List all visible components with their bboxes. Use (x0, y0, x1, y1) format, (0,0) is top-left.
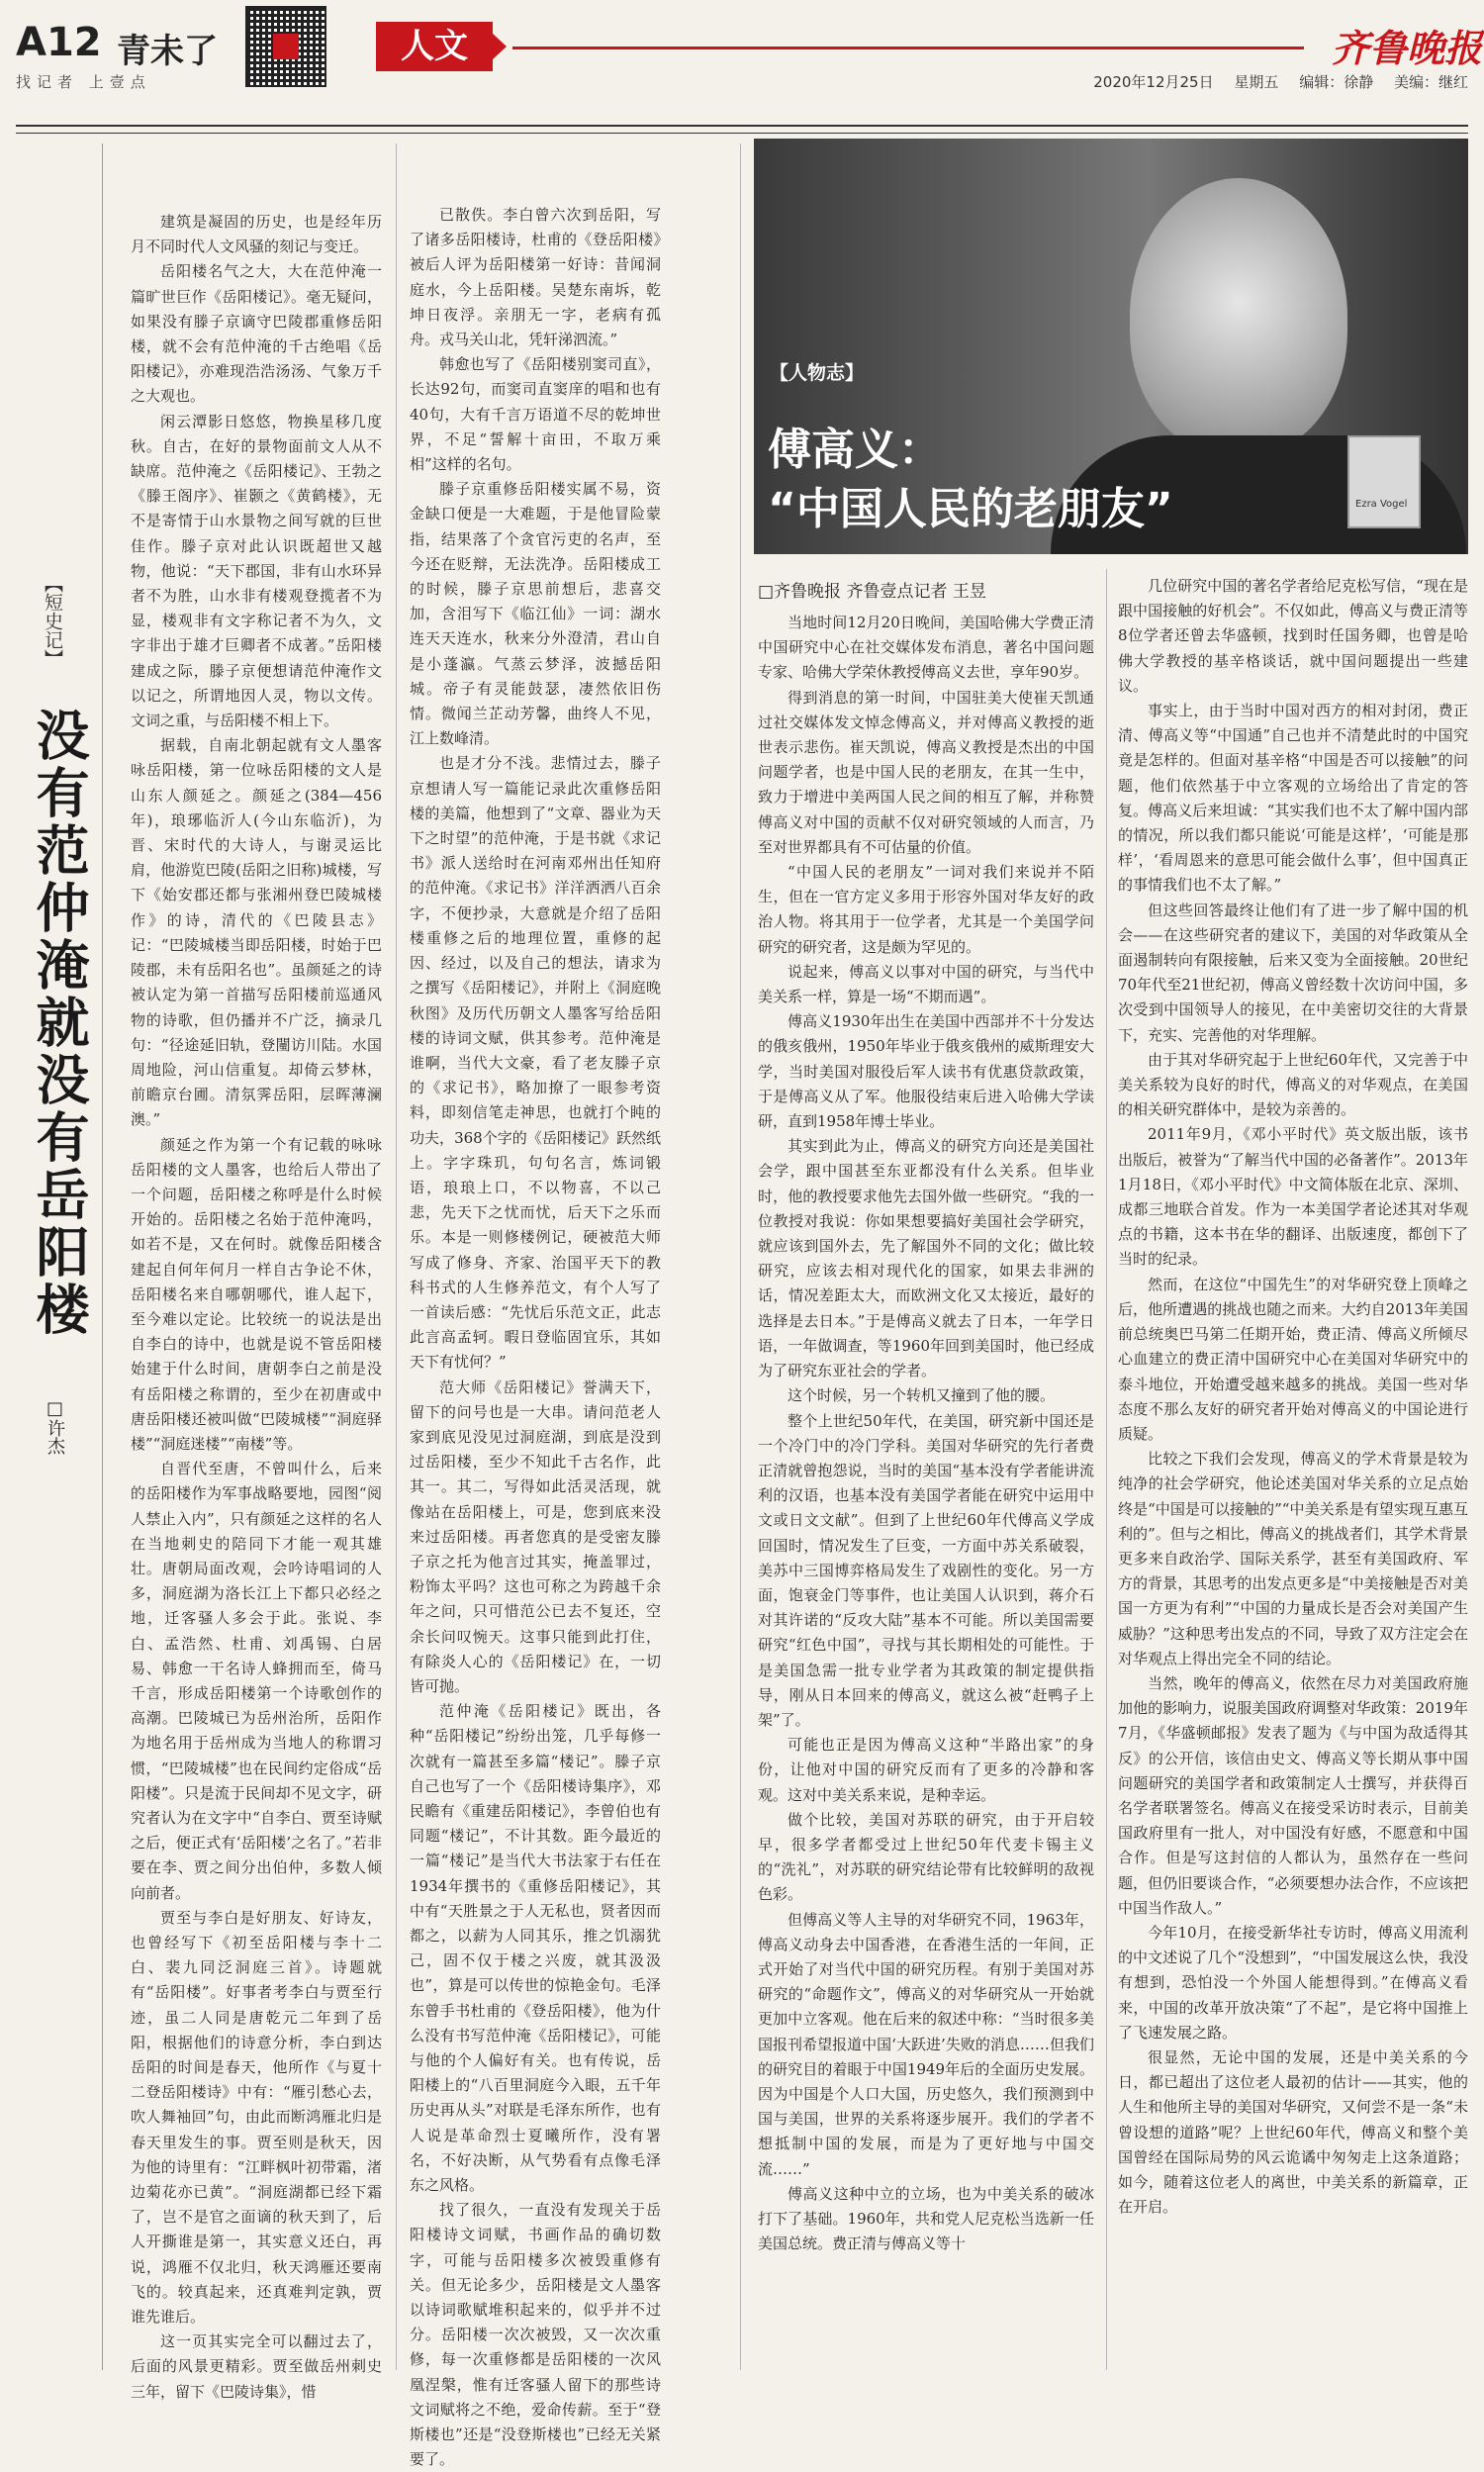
issue-date: 2020年12月25日 (1093, 73, 1214, 91)
headline-line2: “中国人民的老朋友” (768, 484, 1173, 534)
paragraph: 但傅高义等人主导的对华研究不同，1963年，傅高义动身去中国香港，在香港生活的一年间，正式开始了对当代中国的研究历程。有别于美国对苏研究的“命题作文”，傅高义的对华研究从一开始就更加中立客观。他在后来的叙述中称：“当时很多美国报刊希望报道中国‘大跃进’失败的消息……但我们的研究目的着眼于中国1949年后的全面历史发展。因为中国是个人口大国，历史悠久，我们预测到中国与美国，世界的关系将逐步展开。我们的学者不想抵制中国的发展，而是为了更好地与中国交流……” (758, 1910, 1094, 2178)
placard-text: Ezra Vogel (1355, 499, 1408, 510)
paragraph: 颜延之作为第一个有记载的咏咏岳阳楼的文人墨客，也给后人带出了一个问题，岳阳楼之称呼是什么时候开始的。岳阳楼之名始于范仲淹吗，如若不是，又在何时。就像岳阳楼含建起自何年何月一样自古争论不休，岳阳楼名来自哪朝哪代，谁人起下，至今难以定论。比较统一的说法是出自李白的诗中，也就是说不管岳阳楼始建于什么时间，唐朝李白之前是没有岳阳楼之称谓的，至少在初唐或中唐岳阳楼还被叫做“巴陵城楼”“洞庭驿楼”“洞庭迷楼”“南楼”等。 (131, 1135, 382, 1453)
portrait-photo (754, 139, 1468, 554)
left-article-col1 (131, 210, 382, 2405)
editor-credit: 编辑：徐静 (1299, 73, 1374, 91)
paragraph: 傅高义1930年出生在美国中西部并不十分发达的俄亥俄州，1950年毕业于俄亥俄州的威斯理安大学，当时美国对服役后军人读书有优惠贷款政策，于是傅高义从了军。他服役结束后进入哈佛大学读研，直到1958年博士毕业。 (758, 1012, 1094, 1131)
portrait-face (1130, 178, 1347, 455)
paragraph: “中国人民的老朋友”一词对我们来说并不陌生，但在一官方定义多用于形容外国对华友好的政治人物。将其用于一位学者，尤其是一个美国学问研究的研究者，这是颇为罕见的。 (758, 863, 1094, 956)
column-tag: 【短史记】 (42, 574, 63, 668)
paragraph: 自晋代至唐，不曾叫什么，后来的岳阳楼作为军事战略要地，园图“阅人禁止入内”，只有颜延之这样的名人在当地刺史的陪同下才能一观其雄壮。唐朝局面改观，会吟诗唱词的人多，洞庭湖为洛长江上下都只必经之地，迁客骚人多会于此。张说、李白、孟浩然、杜甫、刘禹锡、白居易、韩愈一干名诗人蜂拥而至，倚马千言，形成岳阳楼第一个诗歌创作的高潮。巴陵城已为岳州治所，岳阳作为地名用于岳州成为当地人的称谓习惯，“巴陵城楼”也在民间约定俗成“岳阳楼”。只是流于民间却不见文字，研究者认为在文字中“自李白、贾至诗赋之后，便正式有‘岳阳楼’之名了。”若非要在李、贾之间分出伯仲，多数人倾向前者。 (131, 1460, 382, 1902)
paragraph: 闲云潭影日悠悠，物换星移几度秋。自古，在好的景物面前文人从不缺席。范仲淹之《岳阳楼记》、王勃之《滕王阁序》、崔颢之《黄鹤楼》，无不是寄情于山水景物之间写就的巨世佳作。滕子京对此认识既超世又越物，他说：“天下郡国，非有山水环异者不为胜，山水非有楼观登揽者不为显，楼观非有文字称记者不为久，文字非出于雄才巨卿者不成著。”岳阳楼建成之际，滕子京便想请范仲淹作文以记之，所谓地因人灵，物以文传。文词之重，与岳阳楼不相上下。 (131, 412, 382, 730)
right-article-col4 (1118, 574, 1468, 2220)
paragraph: 找了很久，一直没有发现关于岳阳楼诗文词赋，书画作品的确切数字，可能与岳阳楼多次被毁重修有关。但无论多少，岳阳楼是文人墨客以诗词歌赋堆积起来的，似乎并不过分。岳阳楼一次次被毁，又一次次重修，每一次重修都是岳阳楼的一次风凰涅槃，惟有迁客骚人留下的那些诗文词赋将之不绝，爱命传薪。至于“登斯楼也”还是“没登斯楼也”已经无关紧要了。 (410, 2201, 661, 2469)
paragraph: 做个比较，美国对苏联的研究，由于开启较早，很多学者都受过上世纪50年代麦卡锡主义的“洗礼”，对苏联的研究结论带有比较鲜明的敌视色彩。 (758, 1810, 1094, 1904)
photo-tag: 【人物志】 (770, 362, 865, 384)
paragraph: 范仲淹《岳阳楼记》既出，各种“岳阳楼记”纷纷出笼，几乎每修一次就有一篇甚至多篇“楼记”。滕子京自己也写了一个《岳阳楼诗集序》，邓民瞻有《重建岳阳楼记》，李曾伯也有同题“楼记”，不计其数。距今最近的一篇“楼记”是当代大书法家于右任在1934年撰书的《重修岳阳楼记》，其中有“天胜景之于人无私也，贤者因而都之，以薪为人同其乐，推之饥溺犹己，固不仅于楼之兴废，就其汲汲也”，算是可以传世的惊艳金句。毛泽东曾手书杜甫的《登岳阳楼》，他为什么没有书写范仲淹《岳阳楼记》，可能与他的个人偏好有关。也有传说，岳阳楼上的“八百里洞庭今入眼，五千年历史再从头”对联是毛泽东所作，也有人说是革命烈士夏曦所作，没有署名，不好决断，从气势看有点像毛泽东之风格。 (410, 1702, 661, 2195)
section-name: 青未了 (117, 32, 218, 71)
column-divider (1106, 569, 1107, 2370)
paragraph: 但这些回答最终让他们有了进一步了解中国的机会——在这些研究者的建议下，美国的对华政策从全面遏制转向有限接触，后来又变为全面接触。20世纪70年代至21世纪初，傅高义曾经数十次访问中国，多次受到中国领导人的接见，在中美密切交往的大背景下，充实、完善他的对华理解。 (1118, 901, 1468, 1044)
right-article-col3 (758, 611, 1094, 2256)
paragraph: 然而，在这位“中国先生”的对华研究登上顶峰之后，他所遭遇的挑战也随之而来。大约自2013年美国前总统奥巴马第二任期开始，费正清、傅高义所倾尽心血建立的费正清中国研究中心在美国对华研究中的泰斗地位，开始遭受越来越多的挑战。美国一些对华态度不那么友好的研究者开始对傅高义的中国论进行质疑。 (1118, 1275, 1468, 1443)
headline-line1: 傅高义： (768, 425, 942, 475)
left-article-col2 (410, 203, 661, 2472)
paragraph: 岳阳楼名气之大，大在范仲淹一篇旷世巨作《岳阳楼记》。毫无疑问，如果没有滕子京谪守巴陵郡重修岳阳楼，就不会有范仲淹的千古绝唱《岳阳楼记》，亦难现浩浩汤汤、气象万千之大观也。 (131, 262, 382, 406)
paragraph: 这一页其实完全可以翻过去了，后面的风景更精彩。贾至做岳州刺史三年，留下《巴陵诗集》，惜 (131, 2332, 382, 2401)
column-divider (740, 143, 741, 2370)
paragraph: 范大师《岳阳楼记》誉满天下，留下的问号也是一大串。请问范老人家到底见没见过洞庭湖，到底是没到过岳阳楼，至少不知此千古名作，此其一。其二，写得如此活灵活现，就像站在岳阳楼上，可是，您到底来没来过岳阳楼。再者您真的是受密友滕子京之托为他言过其实，掩盖罪过，粉饰太平吗？这也可称之为跨越千余年之问，只可惜范公已去不复还，空余长问叹惋天。这事只能到此打住，有除炎人心的《岳阳楼记》在，一切皆可抛。 (410, 1378, 661, 1695)
paragraph: 其实到此为止，傅高义的研究方向还是美国社会学，跟中国甚至东亚都没有什么关系。但毕业时，他的教授要求他先去国外做一些研究。“我的一位教授对我说：你如果想要搞好美国社会学研究，就应该到国外去，先了解国外不同的文化；做比较研究，应该去相对现代化的国家，如果去非洲的话，情况差距太大，而欧洲文化又太接近，最好的选择是去日本。”于是傅高义就去了日本，一年学日语，一年做调查，等1960年回到美国时，他已经成为了研究东亚社会的学者。 (758, 1137, 1094, 1380)
article-byline: □齐鲁晚报 齐鲁壹点记者 王昱 (758, 582, 986, 602)
paragraph: 事实上，由于当时中国对西方的相对封闭，费正清、傅高义等“中国通”自己也并不清楚此时的中国究竟是怎样的。但面对基辛格“中国是否可以接触”的问题，他们依然基于中立客观的立场给出了肯定的答复。傅高义后来坦诚：“其实我们也不太了解中国内部的情况，所以我们都只能说‘可能是这样’，‘可能是那样’，‘看周恩来的意思可能会做什么事’，但中国真正的事情我们也不太了解。” (1118, 702, 1468, 895)
paragraph: 建筑是凝固的历史，也是经年历月不同时代人文风骚的刻记与变迁。 (131, 213, 382, 256)
issue-meta (1077, 71, 1468, 92)
paragraph: 由于其对华研究起于上世纪60年代，又完善于中美关系较为良好的时代，傅高义的对华观点，在美国的相关研究群体中，是较为亲善的。 (1118, 1050, 1468, 1119)
article-author: □许杰 (45, 1398, 65, 1455)
paragraph: 可能也正是因为傅高义这种“半路出家”的身份，让他对中国的研究反而有了更多的冷静和客观。这对中美关系来说，是种幸运。 (758, 1736, 1094, 1804)
paragraph: 据载，自南北朝起就有文人墨客咏岳阳楼，第一位咏岳阳楼的文人是山东人颜延之。颜延之(384—456年)，琅琊临沂人(今山东临沂)，为晋、宋时代的大诗人，与谢灵运比肩，他游览巴陵(岳阳之旧称)城楼，写下《始安郡还都与张湘州登巴陵城楼作》的诗，清代的《巴陵县志》记：“巴陵城楼当即岳阳楼，时始于巴陵郡，未有岳阳名也”。虽颜延之的诗被认定为第一首描写岳阳楼前巡通风物的诗歌，但仍播并不广泛，摘录几句：“径途延旧轨，登闉访川陆。水国周地险，河山信重复。却倚云梦林，前瞻京台圃。清氛霁岳阳，层晖薄澜澳。” (131, 736, 382, 1129)
paragraph: 也是才分不浅。悲情过去，滕子京想请人写一篇能记录此次重修岳阳楼的美篇，他想到了“文章、器业为天下之时望”的范仲淹，于是书就《求记书》派人送给时在河南邓州出任知府的范仲淹。《求记书》洋洋洒洒八百余字，不便抄录，大意就是介绍了岳阳楼重修之后的地理位置，重修的起因、经过，以及自己的想法，请求为之撰写《岳阳楼记》，并附上《洞庭晚秋图》及历代历朝文人墨客写给岳阳楼的诗词文赋，供其参考。范仲淹是谁啊，当代大文豪，看了老友滕子京的《求记书》，略加撩了一眼参考资料，即刻信笔走神思，也就打个盹的功夫，368个字的《岳阳楼记》跃然纸上。字字珠玑，句句名言，炼词锻语，琅琅上口，不以物喜，不以己悲，先天下之忧而忧，后天下之乐而乐。本是一则修楼例记，硬被范大师写成了修身、齐家、治国平天下的教科书式的人生修养范文，有个人写了一首读后感：“先忧后乐范文正，此志此言高孟轲。暇日登临固宜乐，其如天下有忧何？” (410, 754, 661, 1372)
paragraph: 当然，晚年的傅高义，依然在尽力对美国政府施加他的影响力，说服美国政府调整对华政策：2019年7月，《华盛顿邮报》发表了题为《与中国为敌适得其反》的公开信，该信由史文、傅高义等长期从事中国问题研究的美国学者和政策制定人士撰写，并获得百名学者联署签名。傅高义在接受采访时表示，目前美国政府里有一批人，对中国没有好感，不愿意和中国合作。但是写这封信的人都认为，虽然存在一些问题，但仍旧要谈合作，“必须要想办法合作，不应该把中国当作敌人。” (1118, 1673, 1468, 1917)
newspaper-logo: 齐鲁晚报 (1332, 26, 1483, 70)
article-title: 没有范仲淹就没有岳阳楼 (28, 708, 91, 1339)
designer-credit: 美编：继红 (1393, 73, 1468, 91)
top-rule (16, 125, 1468, 134)
issue-weekday: 星期五 (1234, 73, 1279, 91)
header-divider (512, 47, 1304, 49)
left-article-title-block (22, 574, 101, 1455)
qr-code-icon[interactable] (245, 6, 326, 87)
header-subline: 找记者 上壹点 (16, 73, 151, 91)
paragraph: 已散佚。李白曾六次到岳阳，写了诸多岳阳楼诗，杜甫的《登岳阳楼》被后人评为岳阳楼第一好诗：昔闻洞庭水，今上岳阳楼。吴楚东南坼，乾坤日夜浮。亲朋无一字，老病有孤舟。戎马关山北，凭轩涕泗流。” (410, 206, 661, 349)
paragraph: 这个时候，另一个转机又撞到了他的腰。 (788, 1386, 1056, 1405)
column-divider (396, 143, 397, 2370)
paragraph: 2011年9月，《邓小平时代》英文版出版，该书出版后，被誉为“了解当代中国的必备著作”。2013年1月18日，《邓小平时代》中文简体版在北京、深圳、成都三地联合首发。作为一本美国学者论述其对华观点的书籍，这本书在华的翻译、出版速度，都创下了当时的纪录。 (1118, 1125, 1468, 1269)
paragraph: 傅高义这种中立的立场，也为中美关系的破冰打下了基础。1960年，共和党人尼克松当选新一任美国总统。费正清与傅高义等十 (758, 2184, 1094, 2253)
title-divider (102, 143, 103, 2370)
paragraph: 滕子京重修岳阳楼实属不易，资金缺口便是一大难题，于是他冒险蒙指，结果落了个贪官污吏的名声，至今还在贬辩，无法洗净。岳阳楼成工的时候，滕子京思前想后，悲喜交加，含泪写下《临江仙》一词：湖水连天天连水，秋来分外澄清，君山自是小蓬瀛。气蒸云梦泽，波撼岳阳城。帝子有灵能鼓瑟，凄然依旧伤情。微闻兰芷动芳馨，曲终人不见，江上数峰清。 (410, 480, 661, 748)
page-header (0, 0, 1484, 94)
paragraph: 很显然，无论中国的发展，还是中美关系的今日，都已超出了这位老人最初的估计——其实，他的人生和他所主导的美国对华研究，又何尝不是一条“未曾设想的道路”呢？上世纪60年代，傅高义和整个美国曾经在国际局势的风云诡谲中匆匆走上这条道路；如今，随着这位老人的离世，中美关系的新篇章，正在开启。 (1118, 2047, 1468, 2217)
paragraph: 当地时间12月20日晚间，美国哈佛大学费正清中国研究中心在社交媒体发布消息，著名中国问题专家、哈佛大学荣休教授傅高义去世，享年90岁。 (758, 614, 1094, 682)
section-tag: 人文 (376, 22, 493, 71)
paragraph: 韩愈也写了《岳阳楼别窦司直》，长达92句，而窦司直窦庠的唱和也有40句，大有千言万语道不尽的乾坤世界，不足“誓解十亩田，不取万乘相”这样的名句。 (410, 355, 661, 474)
name-placard (1347, 435, 1421, 528)
paragraph: 几位研究中国的著名学者给尼克松写信，“现在是跟中国接触的好机会”。不仅如此，傅高义与费正清等8位学者还曾去华盛顿，找到时任国务卿，也曾是哈佛大学教授的基辛格谈话，就中国问题提出一些建议。 (1118, 577, 1468, 695)
paragraph: 今年10月，在接受新华社专访时，傅高义用流利的中文述说了几个“没想到”，“中国发展这么快，我没有想到，恐怕没一个外国人能想得到。”在傅高义看来，中国的改革开放决策“了不起”，是它将中国推上了飞速发展之路。 (1118, 1923, 1468, 2042)
paragraph: 说起来，傅高义以事对中国的研究，与当代中美关系一样，算是一场“不期而遇”。 (758, 962, 1094, 1006)
paragraph: 贾至与李白是好朋友、好诗友，也曾经写下《初至岳阳楼与李十二白、裴九同泛洞庭三首》。诗题就有“岳阳楼”。好事者考李白与贾至行迹，虽二人同是唐乾元二年到了岳阳，根据他们的诗意分析，李白到达岳阳的时间是春天，他所作《与夏十二登岳阳楼诗》中有：“雁引愁心去，吹人舞袖回”句，由此而断鸿雁北归是春天里发生的事。贾至则是秋天，因为他的诗里有：“江畔枫叶初带霜，渚边菊花亦已黄”。“洞庭湖都已经下霜了，岂不是官之面谪的秋天到了，后人开撕谁是第一，其实意义还白，再说，鸿雁不仅北归，秋天鸿雁还要南飞的。较真起来，还真难判定孰，贾谁先谁后。 (131, 1908, 382, 2327)
paragraph: 比较之下我们会发现，傅高义的学术背景是较为纯净的社会学研究，他论述美国对华关系的立足点始终是“中国是可以接触的”“中美关系是有望实现互惠互利的”。但与之相比，傅高义的挑战者们，其学术背景更多来自政治学、国际关系学，甚至有美国政府、军方的背景，其思考的出发点更多是“中美接触是否对美国一方更为有利”“中国的力量成长是否会对美国产生威胁？”这种思考出发点的不同，导致了双方注定会在对华观点上得出完全不同的结论。 (1118, 1450, 1468, 1667)
paragraph: 整个上世纪50年代，在美国，研究新中国还是一个冷门中的冷门学科。美国对华研究的先行者费正清就曾抱怨说，当时的美国“基本没有学者能讲流利的汉语，也基本没有美国学者能在研究中运用中文或日文文献”。但到了上世纪60年代傅高义学成回国时，情况发生了巨变，一方面中苏关系破裂，美苏中三国博弈格局发生了戏剧性的变化。另一方面，饱衰金门等事件，也让美国人认识到，蒋介石对其许诺的“反攻大陆”基本不可能。所以美国需要研究“红色中国”，寻找与其长期相处的可能性。于是美国急需一批专业学者为其政策的制定提供指导，刚从日本回来的傅高义，就这么被“赶鸭子上架”了。 (758, 1411, 1094, 1729)
paragraph: 得到消息的第一时间，中国驻美大使崔天凯通过社交媒体发文悼念傅高义，并对傅高义教授的逝世表示悲伤。崔天凯说，傅高义教授是杰出的中国问题学者，也是中国人民的老朋友，在其一生中，致力于增进中美两国人民之间的相互了解，并称赞傅高义对中国的贡献不仅对研究领域的人而言，乃至对世界都具有不可估量的价值。 (758, 688, 1094, 856)
page-number: A12 (16, 20, 102, 65)
